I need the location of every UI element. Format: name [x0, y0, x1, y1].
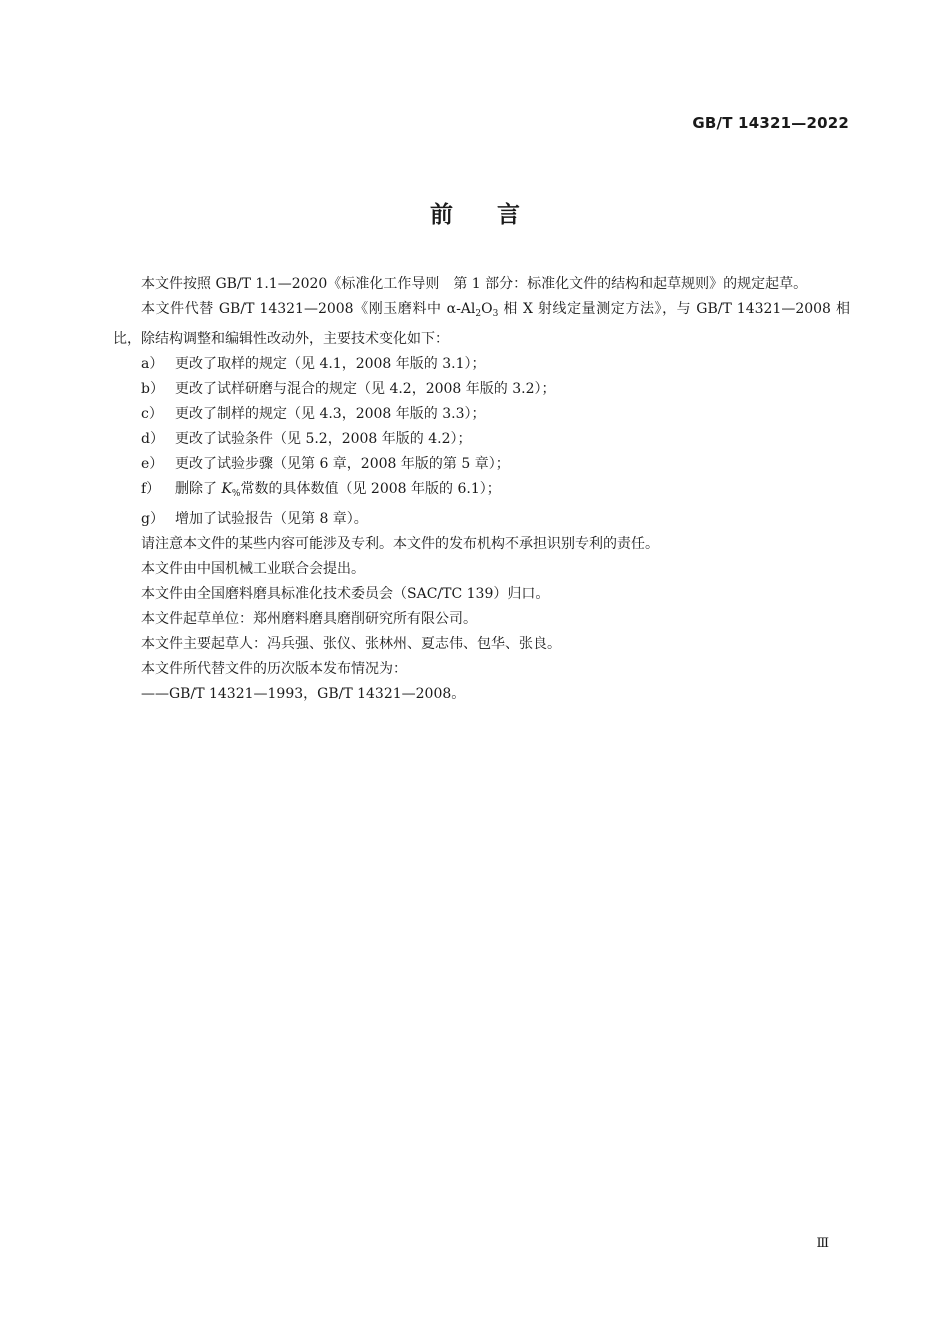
paragraph-replacement [113, 297, 850, 352]
paragraph-committee: 本文件由全国磨料磨具标准化技术委员会（SAC/TC 139）归口。 [141, 586, 550, 602]
list-text [175, 477, 850, 507]
paragraph-patent-notice: 请注意本文件的某些内容可能涉及专利。本文件的发布机构不承担识别专利的责任。 [141, 536, 659, 552]
list-text-end: 常数的具体数值（见 2008 年版的 6.1）； [240, 481, 501, 497]
history-list-item: ——GB/T 14321—1993，GB/T 14321—2008。 [141, 686, 466, 702]
list-marker: a） [141, 356, 164, 372]
list-text: 更改了制样的规定（见 4.3，2008 年版的 3.3）； [175, 406, 486, 422]
list-marker: g） [141, 511, 164, 527]
standard-number: GB/T 14321—2022 [692, 114, 849, 132]
list-marker: e） [141, 456, 164, 472]
k-constant-subscript: % [231, 489, 241, 499]
list-item [113, 507, 850, 532]
list-item [113, 377, 850, 402]
list-text-start: 删除了 [175, 481, 222, 497]
list-text: 更改了试样研磨与混合的规定（见 4.2，2008 年版的 3.2）； [175, 381, 556, 397]
list-marker: c） [141, 406, 163, 422]
replacement-text-end: 相 X 射线定量测定方法》，与 GB/T 14321—2008 相比，除结构调整和编辑性改动外，主要技术变化如下： [113, 301, 850, 347]
list-item [113, 402, 850, 427]
formula-oxygen: O [481, 301, 493, 317]
paragraph-drafting-unit: 本文件起草单位：郑州磨料磨具磨削研究所有限公司。 [141, 611, 477, 627]
list-text: 更改了取样的规定（见 4.1，2008 年版的 3.1）； [175, 356, 486, 372]
list-item [113, 452, 850, 477]
list-item [113, 352, 850, 377]
list-text: 增加了试验报告（见第 8 章）。 [175, 511, 368, 527]
page-title: 前言 [430, 202, 564, 228]
paragraph-history-intro: 本文件所代替文件的历次版本发布情况为： [141, 661, 407, 677]
list-marker: d） [141, 431, 164, 447]
paragraph-drafting-rule: 本文件按照 GB/T 1.1—2020《标准化工作导则 第 1 部分：标准化文件的结构和起草规则》的规定起草。 [141, 276, 808, 292]
document-body [113, 272, 850, 707]
list-text: 更改了试验条件（见 5.2，2008 年版的 4.2）； [175, 431, 472, 447]
list-item [113, 427, 850, 452]
formula-subscript-3: 3 [492, 309, 499, 319]
replacement-text-start: 本文件代替 GB/T 14321—2008《刚玉磨料中 α-Al [141, 301, 476, 317]
list-text: 更改了试验步骤（见第 6 章，2008 年版的第 5 章）； [175, 456, 510, 472]
list-item [113, 477, 850, 507]
list-marker: b） [141, 381, 164, 397]
formula-subscript-2: 2 [475, 309, 482, 319]
list-marker: f） [141, 481, 161, 497]
k-constant-symbol: K [221, 481, 232, 497]
paragraph-proposer: 本文件由中国机械工业联合会提出。 [141, 561, 365, 577]
page-number: Ⅲ [816, 1236, 829, 1251]
paragraph-drafters: 本文件主要起草人：冯兵强、张仪、张林州、夏志伟、包华、张良。 [141, 636, 561, 652]
